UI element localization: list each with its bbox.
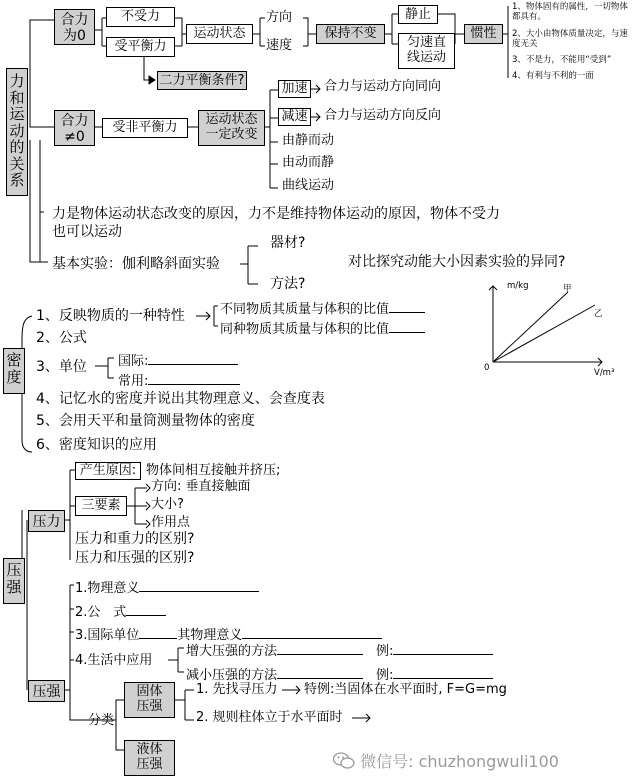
equipment-question: 器材? bbox=[270, 235, 306, 251]
question-pressure-gravity: 压力和重力的区别? bbox=[75, 531, 195, 547]
inertia-note-2: 2、大小由物体质量决定，与速度无关 bbox=[512, 29, 628, 49]
decrease-pressure: 减小压强的方法 例: bbox=[186, 666, 493, 684]
motion-state-box: 运动状态 bbox=[186, 24, 253, 44]
decelerate-box: 减速 bbox=[278, 108, 311, 126]
accelerate-desc: 合力与运动方向同向 bbox=[324, 79, 442, 94]
formula: 2.公 式 bbox=[75, 603, 166, 621]
speed-label: 速度 bbox=[266, 38, 293, 53]
find-force-step: 1. 先找寻压力 bbox=[196, 682, 278, 697]
net-force-zero-box: 合力为0 bbox=[54, 9, 95, 45]
pressure-box: 压强 bbox=[28, 680, 65, 702]
increase-pressure: 增大压强的方法 例: bbox=[186, 642, 493, 660]
density-item-5: 5、会用天平和量筒测量物体的密度 bbox=[36, 413, 255, 429]
graph-ylabel: m/kg bbox=[507, 281, 529, 291]
unit-common: 常用: bbox=[118, 372, 240, 390]
inertia-note-1: 1、物体固有的属性，一切物体都具有。 bbox=[512, 2, 628, 22]
accelerate-box: 加速 bbox=[278, 80, 311, 98]
net-force-nonzero-box: 合力≠0 bbox=[54, 110, 95, 146]
uniform-linear-motion-box: 匀速直线运动 bbox=[398, 33, 455, 69]
unit-international: 国际: bbox=[118, 352, 238, 370]
graph-xlabel: V/m³ bbox=[594, 368, 615, 378]
series-label-jia: 甲 bbox=[563, 284, 572, 294]
pressure-force-box: 压力 bbox=[28, 510, 65, 532]
rest-to-motion: 由静而动 bbox=[282, 133, 335, 148]
wechat-icon bbox=[333, 752, 355, 770]
regular-cylinder-step: 2. 规则柱体立于水平面时 bbox=[196, 710, 343, 725]
balanced-force-box: 受平衡力 bbox=[106, 37, 175, 57]
physical-meaning: 1.物理意义 bbox=[75, 579, 259, 597]
basic-experiment: 基本实验：伽利略斜面实验 bbox=[52, 256, 220, 272]
direction-label: 方向 bbox=[266, 10, 293, 25]
decelerate-desc: 合力与运动方向反向 bbox=[324, 108, 442, 123]
inertia-box: 惯性 bbox=[464, 24, 503, 44]
three-elements-box: 三要素 bbox=[75, 496, 127, 516]
force-point: 作用点 bbox=[151, 515, 191, 530]
series-label-yi: 乙 bbox=[594, 309, 603, 319]
same-substance-ratio: 同种物质其质量与体积的比值 bbox=[220, 320, 425, 338]
different-substance-ratio: 不同物质其质量与体积的比值 bbox=[220, 300, 425, 318]
at-rest-box: 静止 bbox=[398, 5, 438, 24]
no-force-box: 不受力 bbox=[106, 7, 175, 27]
density-title: 密度 bbox=[3, 348, 25, 394]
graph-origin: 0 bbox=[484, 363, 490, 373]
density-item-6: 6、密度知识的应用 bbox=[36, 437, 157, 453]
force-direction: 方向: 垂直接触面 bbox=[151, 479, 251, 494]
pressure-title: 压强 bbox=[3, 558, 25, 604]
inertia-note-3: 3、不是力，不能用“受到” bbox=[512, 55, 612, 65]
inertia-note-4: 4、有利与不利的一面 bbox=[512, 71, 594, 81]
curved-motion: 曲线运动 bbox=[282, 178, 335, 193]
density-item-1: 1、反映物质的一种特性 bbox=[36, 308, 185, 324]
solid-pressure-box: 固体压强 bbox=[124, 682, 175, 718]
density-item-4: 4、记忆水的密度并说出其物理意义、会查度表 bbox=[36, 391, 325, 407]
density-item-3: 3、单位 bbox=[36, 359, 87, 375]
keep-unchanged-box: 保持不变 bbox=[316, 24, 385, 44]
state-changes-box: 运动状态一定改变 bbox=[198, 110, 265, 146]
question-force-pressure: 压力和压强的区别? bbox=[75, 550, 195, 566]
force-cause-note: 力是物体运动状态改变的原因，力不是维持物体运动的原因，物体不受力也可以运动 bbox=[52, 206, 500, 241]
force-magnitude: 大小? bbox=[151, 497, 184, 512]
force-motion-title: 力和运动的关系 bbox=[6, 68, 28, 196]
method-question: 方法? bbox=[270, 276, 306, 292]
density-item-2: 2、公式 bbox=[36, 330, 87, 346]
special-case: 特例:当固体在水平面时, F=G=mg bbox=[304, 682, 507, 697]
life-application: 4.生活中应用 bbox=[75, 653, 153, 668]
cause-box: 产生原因: bbox=[75, 462, 141, 480]
classification: 分类 bbox=[88, 713, 115, 728]
unbalanced-force-box: 受非平衡力 bbox=[102, 118, 188, 138]
two-force-balance-box: 二力平衡条件? bbox=[157, 71, 247, 90]
international-unit: 3.国际单位 其物理意义 bbox=[75, 626, 382, 644]
cause-desc: 物体间相互接触并挤压; bbox=[146, 463, 281, 478]
compare-question: 对比探究动能大小因素实验的异同? bbox=[348, 254, 566, 270]
liquid-pressure-box: 液体压强 bbox=[124, 740, 175, 776]
motion-to-rest: 由动而静 bbox=[282, 155, 335, 170]
watermark: 微信号: chuzhongwuli100 bbox=[333, 752, 559, 771]
